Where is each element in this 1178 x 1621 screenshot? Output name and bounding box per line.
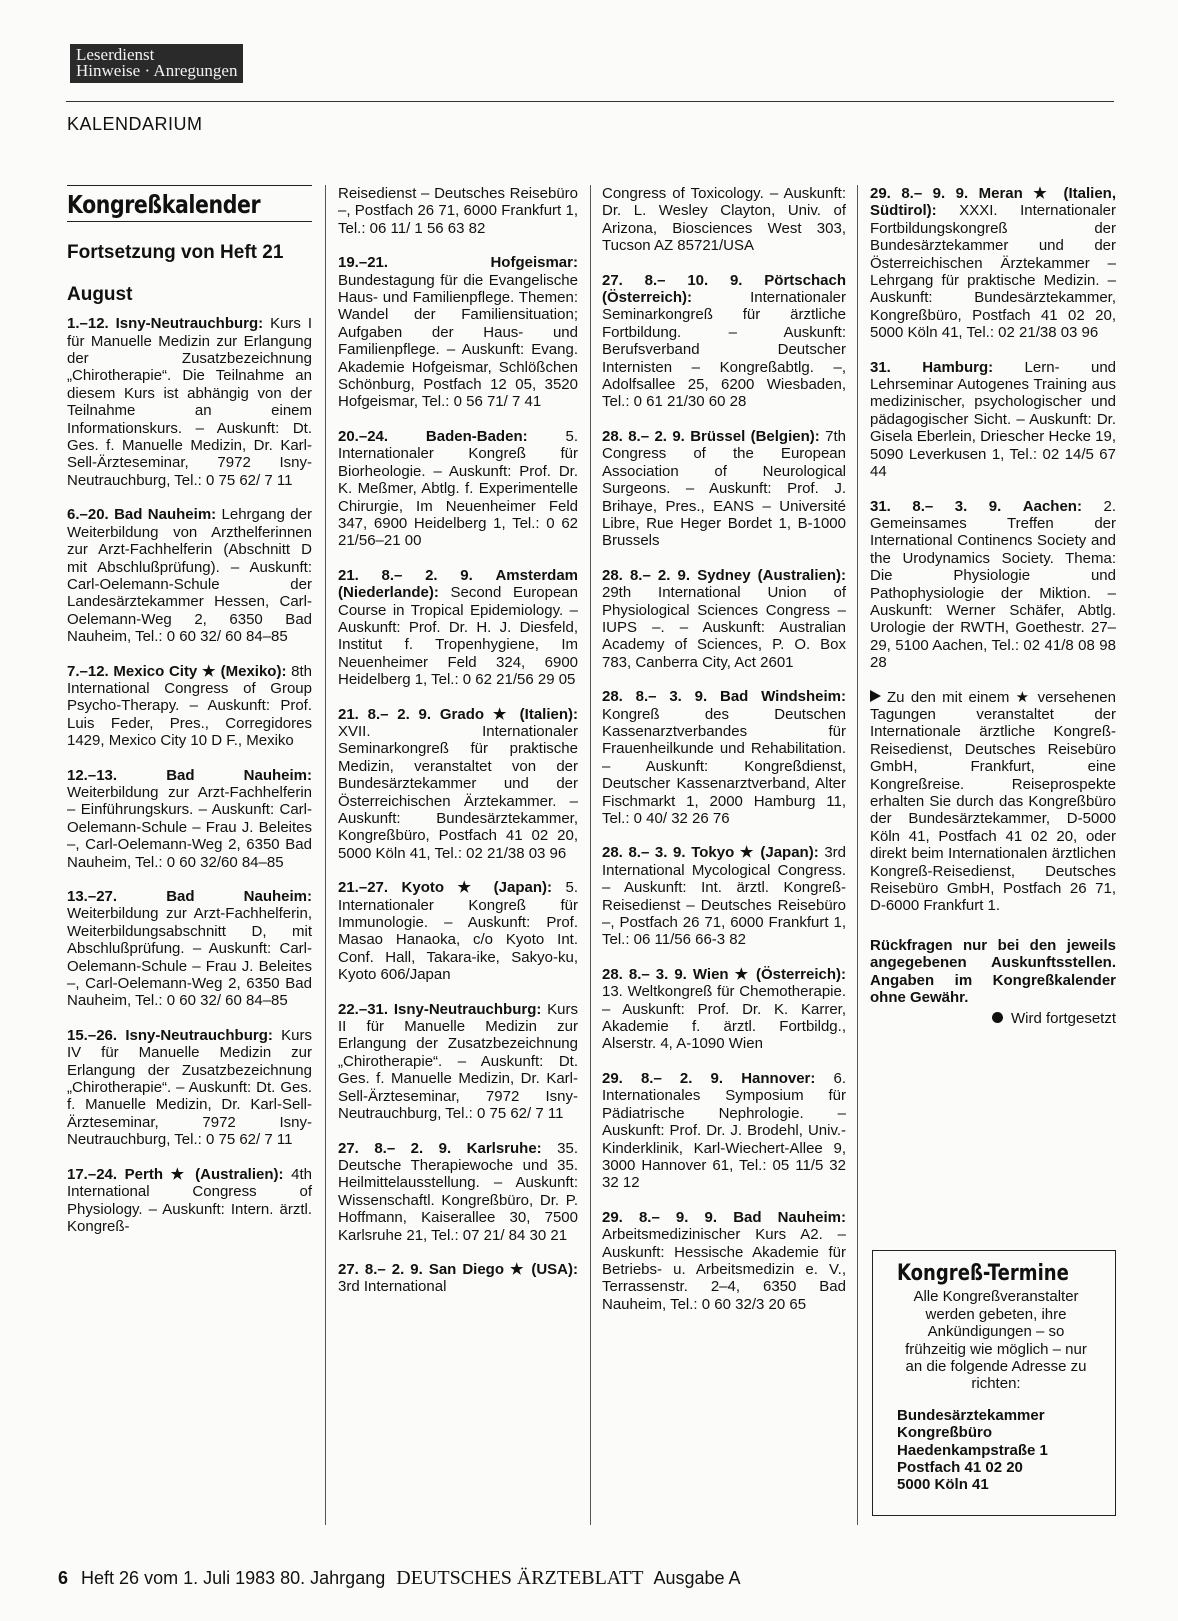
entry-location: Bad Nauheim: bbox=[733, 1208, 846, 1226]
address-line: Bundesärztekammer bbox=[897, 1406, 1045, 1424]
calendar-entry bbox=[602, 966, 846, 1053]
kongress-termine-box bbox=[872, 1250, 1116, 1516]
page-number: 6 bbox=[58, 1568, 69, 1588]
entry-date: 19.–21. bbox=[338, 254, 389, 272]
calendar-entry bbox=[602, 567, 846, 671]
entry-text: Internationaler Seminarkongreß für ärztliche Fortbildung. – Auskunft: Berufsverband Deutscher Internisten – Kongreßabtlg. –, Adolfsallee 25, 6200 Wiesbaden, Tel.: 0 61 21/30 60 28 bbox=[602, 289, 846, 411]
entry-location: Grado ★ (Italien): bbox=[439, 705, 579, 723]
entry-list bbox=[870, 185, 1116, 672]
column-2 bbox=[338, 185, 578, 1313]
calendar-entry bbox=[602, 428, 846, 550]
address-line: Haedenkampstraße 1 bbox=[897, 1441, 1048, 1459]
entry-location: Perth ★ (Australien): bbox=[124, 1165, 284, 1183]
tag-line-2: Hinweise · Anregungen bbox=[76, 61, 238, 80]
termine-address bbox=[897, 1407, 1095, 1494]
calendar-entry bbox=[338, 1140, 578, 1244]
calendar-entry bbox=[602, 1070, 846, 1192]
entry-date: 28. 8.– 3. 9. bbox=[602, 844, 686, 862]
calendar-entry bbox=[338, 567, 578, 689]
entry-text: Congress of Toxicology. – Auskunft: Dr. L. Wesley Clayton, Univ. of Arizona, Biosciences West 303, Tucson AZ 85721/USA bbox=[602, 185, 846, 255]
entry-text: Second European Course in Tropical Epidemiology. – Auskunft: Prof. Dr. H. J. Diesfeld, Institut f. Tropenhygiene, Im Neuenheimer Feld 324, 6900 Heidelberg 1, Tel.: 0 62 21/56 29 05 bbox=[338, 584, 578, 689]
column-divider bbox=[325, 185, 326, 1525]
entry-text: Weiterbildung zur Arzt-Fachhelferin – Einführungskurs. – Auskunft: Carl-Oelemann-Schule – Frau J. Beleites –, Carl-Oelemann-Weg 2, 6350 Bad Nauheim, Tel.: 0 60 32/60 84–85 bbox=[67, 783, 312, 871]
entry-text: 8th International Congress of Group Psycho-Therapy. – Auskunft: Prof. Luis Feder, Pres., Corregidores 1429, Mexico City 10 D F., Mexiko bbox=[67, 662, 312, 750]
calendar-entry bbox=[338, 428, 578, 550]
issue-info: Heft 26 vom 1. Juli 1983 80. Jahrgang bbox=[81, 1568, 386, 1588]
entry-text: 29th International Union of Physiological Sciences Congress – IUPS –. – Auskunft: Australian Academy of Sciences, P. O. Box 783, Canberra City, Act 2601 bbox=[602, 584, 846, 671]
entry-text: XVII. Internationaler Seminarkongreß für praktische Medizin, veranstaltet von der Bundesärztekammer und der Österreichischen Ärztekammer. – Auskunft: Bundesärztekammer, Kongreßbüro, Postfach 41 02 20, 5000 Köln 41, Tel.: 02 21/38 03 96 bbox=[338, 722, 578, 862]
calendar-entry bbox=[602, 272, 846, 411]
bullet-icon bbox=[992, 1012, 1003, 1023]
entry-location: Pörtschach (Österreich): bbox=[602, 271, 846, 307]
entry-location: Mexico City ★ (Mexiko): bbox=[113, 662, 287, 680]
column-4 bbox=[870, 185, 1116, 1058]
calendar-entry bbox=[338, 1001, 578, 1123]
entry-date: 27. 8.– 2. 9. bbox=[338, 1260, 423, 1278]
entry-location: Hamburg: bbox=[922, 358, 994, 376]
entry-location: Baden-Baden: bbox=[425, 427, 528, 445]
entry-text: 6. Internationales Symposium für Pädiatrische Nephrologie. – Auskunft: Prof. Dr. J. Brodehl, Univ.-Kinderklinik, Karl-Wiechert-Allee 9, 3000 Hannover 61, Tel.: 05 11/5 32 32 12 bbox=[602, 1069, 847, 1192]
header-rule bbox=[66, 101, 1114, 102]
calendar-entry bbox=[602, 688, 846, 827]
entry-date: 28. 8.– 3. 9. bbox=[602, 965, 687, 983]
column-3 bbox=[602, 185, 846, 1330]
entry-date: 31. 8.– 3. 9. bbox=[870, 497, 1002, 515]
title-rule bbox=[67, 221, 312, 222]
entry-text: Lern- und Lehrseminar Autogenes Training aus medizinischer, psychologischer und pädagogischer Sicht. – Auskunft: Dr. Gisela Eberlein, Driescher Hecke 19, 5090 Leverkusen 1, Tel.: 02 14/5 67 44 bbox=[870, 358, 1117, 481]
entry-date: 28. 8.– 2. 9. bbox=[602, 566, 691, 584]
calendar-entry bbox=[67, 767, 312, 871]
edition: Ausgabe A bbox=[653, 1568, 741, 1588]
termine-body: Alle Kongreßveranstalter werden gebeten, ihre Ankündigungen – so frühzeitig wie möglich – nur an die folgende Adresse zu richten: bbox=[905, 1288, 1087, 1393]
entry-location: Bad Nauheim: bbox=[114, 506, 217, 524]
entry-text: Lehrgang der Weiterbildung von Arzthelferinnen zur Arzt-Fachhelferin (Abschnitt D mit Abschlußprüfung). – Auskunft: Carl-Oelemann-Schule der Landesärztekammer Hessen, Carl-Oelemann-Weg 2, 6350 Bad Nauheim, Tel.: 0 60 32/ 60 84–85 bbox=[67, 506, 312, 646]
entry-text: 5. Internationaler Kongreß für Biorheologie. – Auskunft: Prof. Dr. K. Meßmer, Abtlg. f. Experimentelle Chirurgie, Im Neuenheimer Feld 347, 6900 Heidelberg 1, Tel.: 0 62 21/56–21 00 bbox=[338, 427, 578, 550]
entry-date: 28. 8.– 3. 9. bbox=[602, 688, 708, 706]
calendar-entry bbox=[338, 706, 578, 863]
entry-location: Bad Nauheim: bbox=[166, 766, 312, 784]
entry-location: Isny-Neutrauchburg: bbox=[393, 1000, 542, 1018]
column-1 bbox=[67, 185, 312, 1252]
calendar-entry bbox=[602, 1209, 846, 1313]
calendar-entry bbox=[870, 498, 1116, 672]
calendar-entry bbox=[67, 506, 312, 645]
entry-location: Bad Nauheim: bbox=[166, 888, 312, 905]
calendar-entry bbox=[602, 185, 846, 255]
entry-location: Sydney (Australien): bbox=[697, 566, 846, 584]
column-divider bbox=[590, 185, 591, 1525]
entry-text: Arbeitsmedizinischer Kurs A2. – Auskunft: Hessische Akademie für Betriebs- u. Arbeitsmedizin e. V., Terrassenstr. 2–4, 6350 Bad Nauheim, Tel.: 0 60 32/3 20 65 bbox=[602, 1226, 846, 1313]
entry-text: 2. Gemeinsames Treffen der International Continencs Society and the Urodynamics Society. Thema: Die Physiologie und Pathophysiologie der Miktion. – Auskunft: Werner Schäfer, Abtlg. Urologie der RWTH, Goethestr. 27–29, 5100 Aachen, Tel.: 02 41/8 08 98 28 bbox=[870, 497, 1116, 672]
masthead: DEUTSCHES ÄRZTEBLATT bbox=[396, 1567, 644, 1589]
entry-location: Amsterdam (Niederlande): bbox=[338, 566, 578, 602]
travel-note-text: Zu den mit einem ★ versehenen Tagungen veranstaltet der Internationale ärztliche Kongreß-Reisedienst, Deutsches Reisebüro GmbH, Frankfurt, eine Kongreßreise. Reiseprospekte erhalten Sie durch das Kongreßbüro der Bundesärztekammer, D-5000 Köln 41, Postfach 41 02 20, oder direkt beim Internationalen ärztlichen Kongreß-Reisedienst, Deutsches Reisebüro GmbH, Postfach 26 71, D-6000 Frankfurt 1. bbox=[870, 688, 1116, 915]
entry-text: 7th Congress of the European Association of Neurological Surgeons. – Auskunft: Prof. J. Brihaye, Pres., EANS – Université Libre, Rue Heger Bordet 1, B-1000 Brussels bbox=[602, 427, 846, 550]
entry-location: Wien ★ (Österreich): bbox=[692, 965, 846, 983]
page-footer bbox=[58, 1567, 741, 1590]
entry-location: Brüssel (Belgien): bbox=[690, 427, 820, 445]
entry-date: 17.–24. bbox=[67, 1165, 118, 1183]
calendar-entry bbox=[67, 1166, 312, 1236]
entry-date: 21. 8.– 2. 9. bbox=[338, 566, 473, 584]
entry-date: 6.–20. bbox=[67, 506, 109, 524]
entry-location: Aachen: bbox=[1022, 497, 1082, 515]
kongresskalender-title: Kongreßkalender bbox=[67, 190, 261, 219]
entry-date: 15.–26. bbox=[67, 1026, 118, 1044]
entry-date: 12.–13. bbox=[67, 766, 118, 784]
entry-date: 31. bbox=[870, 358, 891, 376]
entry-location: Meran ★ (Italien, Südtirol): bbox=[870, 185, 1116, 220]
calendar-entry bbox=[338, 185, 578, 237]
entry-date: 29. 8.– 9. 9. bbox=[602, 1208, 718, 1226]
termine-title: Kongreß-Termine bbox=[897, 1261, 1069, 1286]
entry-date: 29. 8.– 2. 9. bbox=[602, 1069, 724, 1087]
entry-date: 21. 8.– 2. 9. bbox=[338, 705, 432, 723]
entry-location: Isny-Neutrauchburg: bbox=[125, 1026, 273, 1044]
entry-text: Kongreß des Deutschen Kassenarztverbandes für Frauenheilkunde und Rehabilitation. – Auskunft: Kongreßdienst, Deutscher Kassenarztverband, Alter Fischmarkt 1, 2000 Hamburg 11, Tel.: 0 40/ 32 26 76 bbox=[602, 705, 846, 827]
entry-text: 35. Deutsche Therapiewoche und 35. Heilmittelausstellung. – Auskunft: Wissenschaftl. Kongreßbüro, Dr. P. Hoffmann, Kaiserallee 30, 7500 Karlsruhe 21, Tel.: 07 21/ 84 30 21 bbox=[338, 1139, 579, 1244]
arrow-icon bbox=[870, 690, 881, 702]
entry-text: 13. Weltkongreß für Chemotherapie. – Auskunft: Prof. Dr. K. Karrer, Akademie f. ärztl. Fortbildg., Alserstr. 4, A-1090 Wien bbox=[602, 983, 846, 1053]
calendar-entry bbox=[338, 254, 578, 411]
entry-location: Bad Windsheim: bbox=[719, 688, 846, 706]
entry-location: Hofgeismar: bbox=[490, 254, 578, 272]
entry-text: Kurs II für Manuelle Medizin zur Erlangung der Zusatzbezeichnung „Chirotherapie“. – Auskunft: Dt. Ges. f. Manuelle Medizin, Dr. Karl-Sell-Ärzteseminar, 7972 Isny-Neutrauchburg, Tel.: 0 75 62/ 7 11 bbox=[338, 1000, 578, 1123]
entry-text: 3rd International bbox=[338, 1278, 447, 1296]
entry-date: 28. 8.– 2. 9. bbox=[602, 427, 685, 445]
entry-text: 5. Internationaler Kongreß für Immunologie. – Auskunft: Prof. Masao Hanaoka, c/o Kyoto Int. Conf. Hall, Takara-ike, Sakyo-ku, Kyoto 606/Japan bbox=[338, 879, 578, 984]
entry-text: Kurs IV für Manuelle Medizin zur Erlangung der Zusatzbezeichnung „Chirotherapie“. – Auskunft: Dt. Ges. f. Manuelle Medizin, Dr. Karl-Sell-Ärzteseminar, 7972 Isny-Neutrauchburg, Tel.: 0 75 62/ 7 11 bbox=[67, 1026, 312, 1149]
calendar-entry bbox=[67, 663, 312, 750]
continued-text: Wird fortgesetzt bbox=[1010, 1010, 1116, 1028]
tag-line-1: Leserdienst bbox=[76, 45, 155, 64]
calendar-entry bbox=[338, 1261, 578, 1296]
address-line: Postfach 41 02 20 bbox=[897, 1459, 1023, 1477]
entry-date: 27. 8.– 2. 9. bbox=[338, 1139, 452, 1157]
entry-list bbox=[67, 315, 312, 1235]
entry-date: 22.–31. bbox=[338, 1000, 389, 1018]
calendar-entry bbox=[870, 185, 1116, 342]
entry-text: Weiterbildung zur Arzt-Fachhelferin, Weiterbildungsabschnitt D, mit Abschlußprüfung. – Auskunft: Carl-Oelemann-Schule – Frau J. Beleites –, Carl-Oelemann-Weg 2, 6350 Bad Nauheim, Tel.: 0 60 32/ 60 84–85 bbox=[67, 905, 312, 1010]
entry-text: Bundestagung für die Evangelische Haus- und Familienpflege. Themen: Wandel der Familiensituation; Aufgaben der Haus- und Familienpflege. – Auskunft: Evang. Akademie Hofgeismar, Schlößchen Schönburg, Postfach 12 05, 3520 Hofgeismar, Tel.: 0 56 71/ 7 41 bbox=[338, 271, 578, 411]
entry-date: 13.–27. bbox=[67, 888, 118, 905]
entry-location: Hannover: bbox=[741, 1069, 816, 1087]
entry-list bbox=[338, 185, 578, 1296]
entry-date: 21.–27. bbox=[338, 879, 389, 897]
travel-note bbox=[870, 689, 1116, 915]
title-rule bbox=[67, 185, 312, 186]
entry-location: Isny-Neutrauchburg: bbox=[115, 315, 264, 333]
continued-note bbox=[870, 1010, 1116, 1027]
month-heading: August bbox=[67, 283, 133, 305]
calendar-entry bbox=[67, 315, 312, 489]
entry-list bbox=[602, 185, 846, 1313]
entry-text: 4th International Congress of Physiology. – Auskunft: Intern. ärztl. Kongreß- bbox=[67, 1165, 312, 1235]
entry-location: Karlsruhe: bbox=[466, 1139, 542, 1157]
continued-heading: Fortsetzung von Heft 21 bbox=[67, 242, 284, 264]
entry-text: Kurs I für Manuelle Medizin zur Erlangung der Zusatzbezeichnung „Chirotherapie“. Die Teilnahme an diesem Kurs ist abhängig von der Teilnahme an einem Informationskurs. – Auskunft: Dt. Ges. f. Manuelle Medizin, Dr. Karl-Sell-Ärzteseminar, 7972 Isny-Neutrauchburg, Tel.: 0 75 62/ 7 11 bbox=[67, 315, 313, 489]
entry-text: 3rd International Mycological Congress. – Auskunft: Int. ärztl. Kongreß-Reisedienst – Deutsches Reisebüro –, Postfach 26 71, 6000 Frankfurt 1, Tel.: 06 11/56 66-3 82 bbox=[602, 844, 847, 949]
entry-location: Tokyo ★ (Japan): bbox=[691, 844, 819, 862]
entry-date: 7.–12. bbox=[67, 662, 109, 680]
leserdienst-tag bbox=[70, 44, 243, 83]
address-line: Kongreßbüro bbox=[897, 1424, 992, 1442]
address-line: 5000 Köln 41 bbox=[897, 1476, 989, 1494]
section-title: KALENDARIUM bbox=[67, 114, 203, 134]
entry-date: 27. 8.– 10. 9. bbox=[602, 271, 743, 289]
entry-date: 20.–24. bbox=[338, 427, 389, 445]
entry-location: Kyoto ★ (Japan): bbox=[401, 879, 553, 897]
entry-date: 1.–12. bbox=[67, 315, 109, 333]
calendar-entry bbox=[602, 844, 846, 948]
column-divider bbox=[857, 185, 858, 1525]
calendar-entry bbox=[67, 888, 312, 1010]
calendar-entry bbox=[338, 879, 578, 983]
rueckfragen-note: Rückfragen nur bei den jeweils angegebenen Auskunftsstellen. Angaben im Kongreßkalender ohne Gewähr. bbox=[870, 936, 1116, 1007]
entry-text: XXXI. Internationaler Fortbildungskongreß der Bundesärztekammer und der Österreichischen Ärztekammer – Lehrgang für praktische Medizin. – Auskunft: Bundesärztekammer, Kongreßbüro, Postfach 41 02 20, 5000 Köln 41, Tel.: 02 21/38 03 96 bbox=[870, 202, 1116, 342]
entry-location: San Diego ★ (USA): bbox=[428, 1260, 578, 1278]
entry-date: 29. 8.– 9. 9. bbox=[870, 185, 969, 202]
entry-text: Reisedienst – Deutsches Reisebüro –, Postfach 26 71, 6000 Frankfurt 1, Tel.: 06 11/ 1 56 63 82 bbox=[338, 185, 578, 237]
calendar-entry bbox=[67, 1027, 312, 1149]
calendar-entry bbox=[870, 359, 1116, 481]
